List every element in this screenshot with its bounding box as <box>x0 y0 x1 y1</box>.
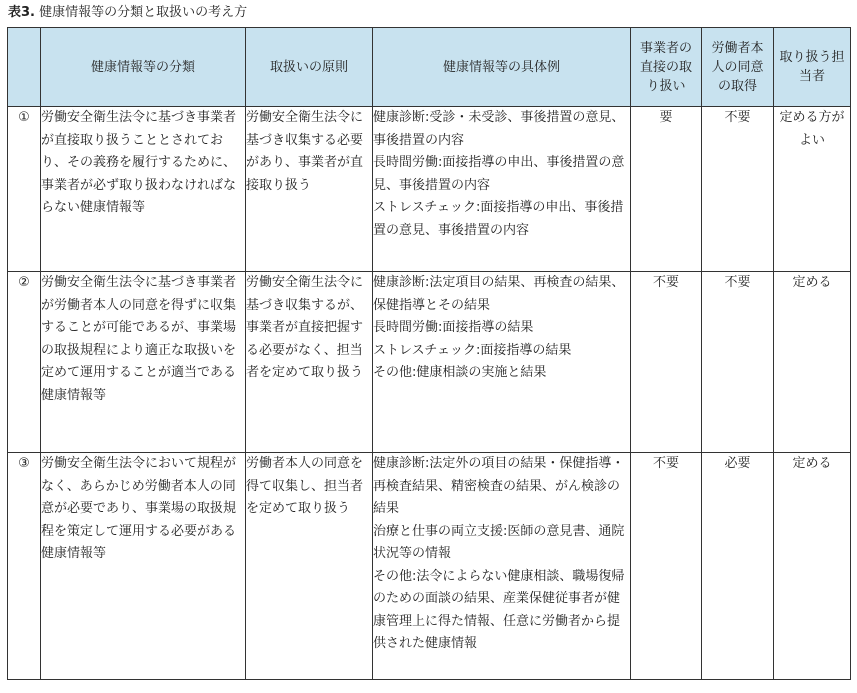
row-number: ② <box>8 272 41 453</box>
caption-label: 表3. <box>8 5 35 20</box>
direct-handling-cell: 不要 <box>631 453 702 680</box>
direct-handling-cell: 不要 <box>631 272 702 453</box>
example-item: 長時間労働:面接指導の結果 <box>373 320 534 335</box>
handler-cell: 定める <box>774 453 851 680</box>
example-item: ストレスチェック:面接指導の結果 <box>373 342 572 358</box>
example-item: その他:健康相談の実施と結果 <box>373 365 547 380</box>
classification-cell: 労働安全衛生法令において規程がなく、あらかじめ労働者本人の同意が必要であり、事業場の取扱規程を策定して運用する必要がある健康情報等 <box>41 453 246 680</box>
example-item: 長時間労働:面接指導の申出、事後措置の意見、事後措置の内容 <box>373 155 625 193</box>
example-item: ストレスチェック:面接指導の申出、事後措置の意見、事後措置の内容 <box>373 200 624 238</box>
header-classification: 健康情報等の分類 <box>41 28 246 107</box>
handler-cell: 定める <box>774 272 851 453</box>
handler-cell: 定める方がよい <box>774 107 851 272</box>
table-caption <box>8 4 247 22</box>
example-item: 健康診断:法定外の項目の結果・保健指導・再検査結果、精密検査の結果、がん検診の結果 <box>373 456 625 516</box>
examples-cell <box>373 453 631 680</box>
example-item: 健康診断:法定項目の結果、再検査の結果、保健指導とその結果 <box>373 275 625 313</box>
principle-cell: 労働安全衛生法令に基づき収集する必要があり、事業者が直接取り扱う <box>246 107 373 272</box>
header-consent: 労働者本人の同意の取得 <box>702 28 774 107</box>
header-direct-handling: 事業者の直接の取り扱い <box>631 28 702 107</box>
header-handler: 取り扱う担当者 <box>774 28 851 107</box>
table-row <box>8 272 851 453</box>
classification-cell: 労働安全衛生法令に基づき事業者が直接取り扱うこととされており、その義務を履行するために、事業者が必ず取り扱わなければならない健康情報等 <box>41 107 246 272</box>
example-item: その他:法令によらない健康相談、職場復帰のための面談の結果、産業保健従事者が健康管理上に得た情報、任意に労働者から提供された健康情報 <box>373 568 625 651</box>
examples-cell <box>373 107 631 272</box>
header-examples: 健康情報等の具体例 <box>373 28 631 107</box>
examples-cell <box>373 272 631 453</box>
classification-cell: 労働安全衛生法令に基づき事業者が労働者本人の同意を得ずに収集することが可能であるが、事業場の取扱規程により適正な取扱いを定めて運用することが適当である健康情報等 <box>41 272 246 453</box>
caption-text: 健康情報等の分類と取扱いの考え方 <box>39 5 248 20</box>
principle-cell: 労働安全衛生法令に基づき収集するが、事業者が直接把握する必要がなく、担当者を定めて取り扱う <box>246 272 373 453</box>
example-item: 治療と仕事の両立支援:医師の意見書、通院状況等の情報 <box>373 523 625 561</box>
row-number: ① <box>8 107 41 272</box>
row-number: ③ <box>8 453 41 680</box>
principle-cell: 労働者本人の同意を得て収集し、担当者を定めて取り扱う <box>246 453 373 680</box>
example-item: 健康診断:受診・未受診、事後措置の意見、事後措置の内容 <box>373 110 625 148</box>
table-row <box>8 453 851 680</box>
table-row <box>8 107 851 272</box>
consent-cell: 必要 <box>702 453 774 680</box>
header-principle: 取扱いの原則 <box>246 28 373 107</box>
header-num <box>8 28 41 107</box>
consent-cell: 不要 <box>702 107 774 272</box>
direct-handling-cell: 要 <box>631 107 702 272</box>
header-row <box>8 28 851 107</box>
health-info-table <box>7 27 851 680</box>
consent-cell: 不要 <box>702 272 774 453</box>
